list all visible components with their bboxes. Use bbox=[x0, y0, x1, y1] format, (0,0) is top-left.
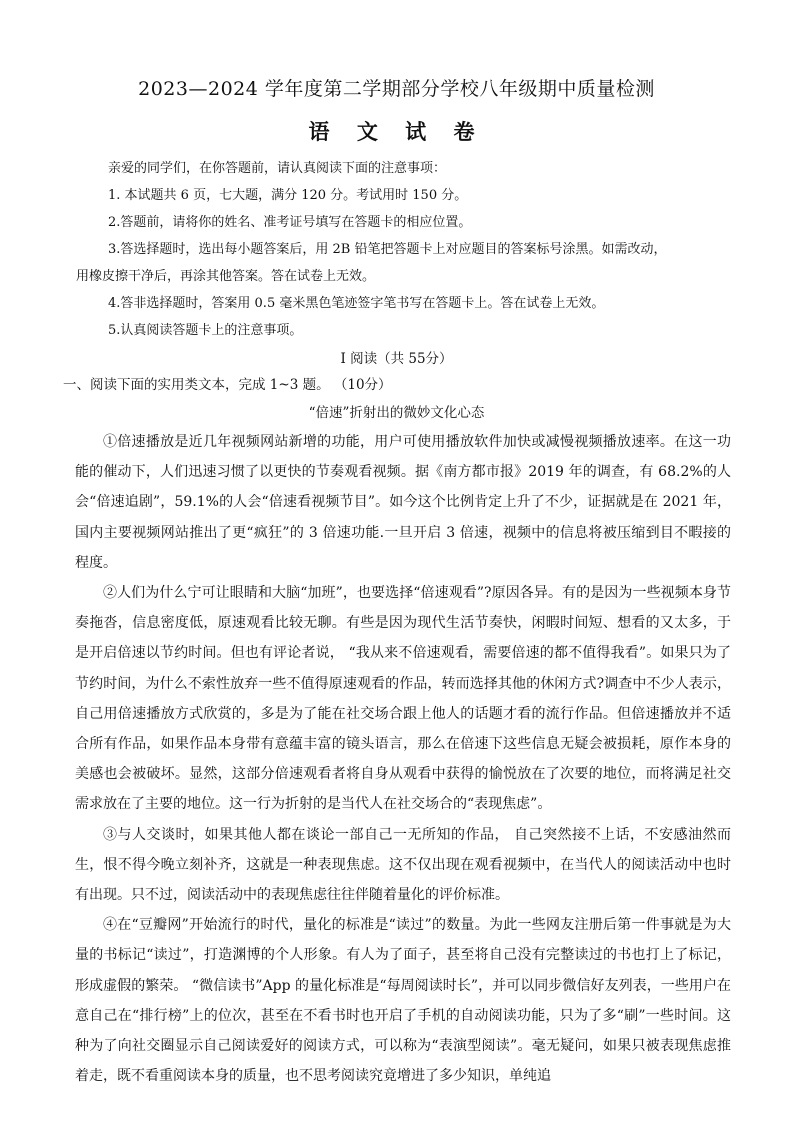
notice-item: 4.答非选择题时，答案用 0.5 毫米黑色笔迹签字笔书写在答题卡上。答在试卷上无效。 bbox=[108, 296, 605, 311]
notice-item: 用橡皮擦干净后，再涂其他答案。答在试卷上无效。 bbox=[76, 269, 376, 284]
section-heading: Ⅰ 阅读（共 55分） bbox=[340, 351, 453, 367]
notice-intro: 亲爱的同学们，在你答题前，请认真阅读下面的注意事项： bbox=[108, 161, 447, 176]
exam-title: 2023—2024 学年度第二学期部分学校八年级期中质量检测 bbox=[138, 78, 655, 100]
notice-item: 3.答选择题时，选出每小题答案后，用 2B 铅笔把答题卡上对应题目的答案标号涂黑。如需改动， bbox=[108, 242, 667, 257]
article-body bbox=[75, 427, 731, 1091]
notice-item: 5.认真阅读答题卡上的注意事项。 bbox=[108, 323, 303, 338]
question-prompt: 一、阅读下面的实用类文本，完成 1~3 题。 （10分） bbox=[63, 377, 392, 393]
article-title: “倍速”折射出的微妙文化心态 bbox=[308, 405, 485, 421]
notice-item: 2.答题前，请将你的姓名、准考证号填写在答题卡的相应位置。 bbox=[108, 215, 472, 230]
article-paragraph: ④在“豆瓣网”开始流行的时代，量化的标准是“读过”的数量。为此一些网友注册后第一件事就是为大量的书标记“读过”，打造渊博的个人形象。有人为了面子，甚至将自己没有完整读过的书也打上了标记，形成虚假的繁荣。 “微信读书”App 的量化标准是“每周阅读时长”，并可以同步微信好友列表，一些用户在意自己在“排行榜”上的位次，甚至在不看书时也开启了手机的自动阅读功能，只为了多“刷”一些时间。这种为了向社交圈显示自己阅读爱好的阅读方式，可以称为“表演型阅读”。毫无疑问，如果只被表现焦虑推着走，既不看重阅读本身的质量，也不思考阅读究竟增进了多少知识，单纯追 bbox=[75, 917, 731, 1085]
article-paragraph: ②人们为什么宁可让眼睛和大脑“加班”，也要选择“倍速观看”?原因各异。有的是因为一些视频本身节奏拖沓，信息密度低，原速观看比较无聊。有些是因为现代生活节奏快，闲暇时间短、想看的又太多，于是开启倍速以节约时间。但也有评论者说， “我从来不倍速观看，需要倍速的都不值得我看”。如果只为了节约时间，为什么不索性放弃一些不值得原速观看的作品，转而选择其他的休闲方式?调查中不少人表示，自己用倍速播放方式欣赏的，多是为了能在社交场合跟上他人的话题才看的流行作品。但倍速播放并不适合所有作品，如果作品本身带有意蕴丰富的镜头语言，那么在倍速下这些信息无疑会被损耗，原作本身的美感也会被破坏。显然，这部分倍速观看者将自身从观看中获得的愉悦放在了次要的地位，而将满足社交需求放在了主要的地位。这一行为折射的是当代人在社交场合的“表现焦虑”。 bbox=[75, 585, 731, 813]
notice-block bbox=[76, 158, 720, 342]
article-paragraph: ③与人交谈时，如果其他人都在谈论一部自己一无所知的作品， 自己突然接不上话，不安感油然而生，恨不得今晚立刻补齐，这就是一种表现焦虑。这不仅出现在观看视频中，在当代人的阅读活动中也时有出现。只不过，阅读活动中的表现焦虑往往伴随着量化的评价标准。 bbox=[75, 826, 731, 904]
subject-title: 语 文 试 卷 bbox=[308, 119, 485, 144]
article-paragraph: ①倍速播放是近几年视频网站新增的功能，用户可使用播放软件加快或减慢视频播放速率。在这一功能的催动下，人们迅速习惯了以更快的节奏观看视频。据《南方都市报》2019 年的调查，有 68.2%的人会“倍速追剧”，59.1%的人会“倍速看视频节目”。如今这个比例肯定上升了不少，证据就是在 2021 年，国内主要视频网站推出了更“疯狂”的 3 倍速功能.一旦开启 3 倍速，视频中的信息将被压缩到目不暇接的程度。 bbox=[75, 434, 731, 571]
notice-item: 1. 本试题共 6 页，七大题，满分 120 分。考试用时 150 分。 bbox=[108, 188, 468, 203]
